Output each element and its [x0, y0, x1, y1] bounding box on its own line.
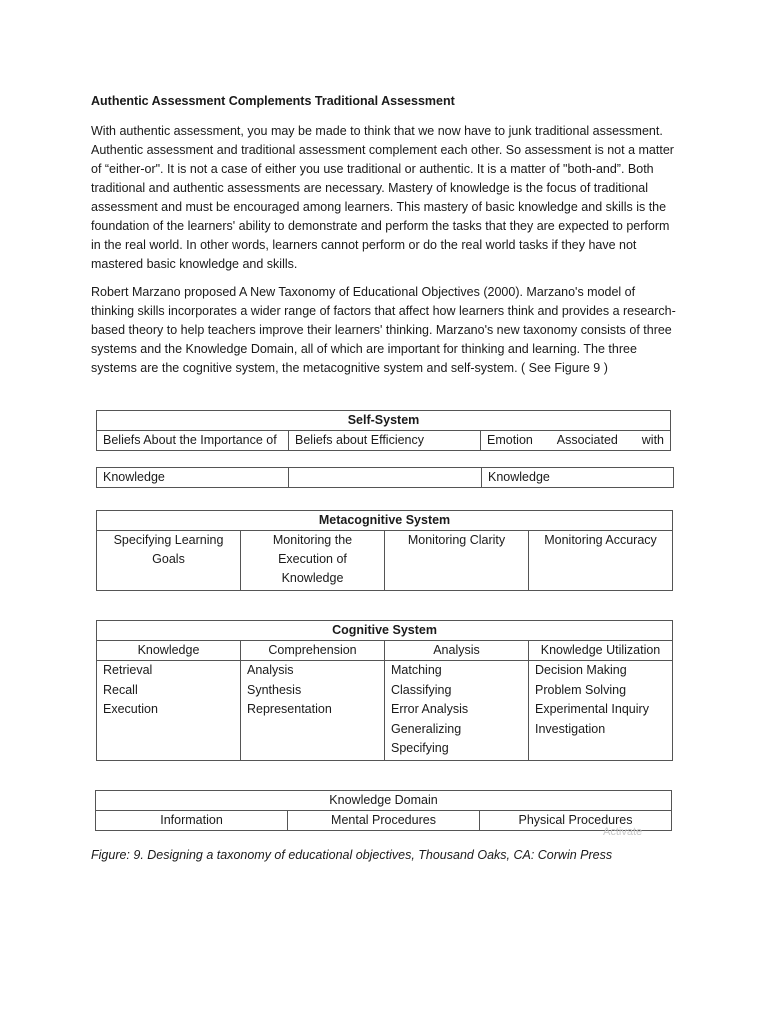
meta-cell-clarity: Monitoring Clarity	[385, 531, 529, 591]
meta-cell-execution: Monitoring the Execution of Knowledge	[241, 531, 385, 591]
knowledge-domain-title: Knowledge Domain	[96, 791, 672, 811]
metacognitive-table	[96, 510, 673, 591]
cog-col-comprehension	[241, 661, 385, 761]
knowledge-domain-table	[95, 790, 672, 831]
self-system-cell-importance: Beliefs About the Importance of	[97, 431, 289, 451]
list-item: Error Analysis	[391, 702, 469, 716]
kd-cell-mental: Mental Procedures	[288, 811, 480, 831]
self-system-cell-efficiency: Beliefs about Efficiency	[289, 431, 481, 451]
paragraph-2: Robert Marzano proposed A New Taxonomy of Educational Objectives (2000). Marzano's model of thinking skills incorporates a wider range of factors that affect how learners think and provides a research-based theory to help teachers improve their learners' thinking. Marzano's new taxonomy consists of three systems and the Knowledge Domain, all of which are important for thinking and learning. The three systems are the cognitive system, the metacognitive system and self-system. ( See Figure 9 )	[91, 285, 676, 375]
cog-col-utilization	[529, 661, 673, 761]
cognitive-table	[96, 620, 673, 761]
list-item: Classifying	[391, 682, 452, 697]
list-item: Experimental Inquiry	[535, 702, 649, 716]
list-item: Representation	[247, 702, 332, 716]
self-system-cell-emotion	[481, 431, 671, 451]
kd-cell-physical: Physical Procedures	[480, 811, 672, 831]
with-word: with	[641, 433, 664, 447]
list-item: Synthesis	[247, 682, 302, 697]
list-item: Specifying	[391, 741, 449, 755]
emotion-word: Emotion	[487, 433, 533, 447]
cog-header-comprehension: Comprehension	[241, 641, 385, 661]
cog-header-analysis: Analysis	[385, 641, 529, 661]
list-item: Problem Solving	[535, 682, 627, 697]
meta-cell-goals: Specifying Learning Goals	[97, 531, 241, 591]
kd-cell-information: Information	[96, 811, 288, 831]
list-item: Execution	[103, 702, 158, 716]
list-item: Retrieval	[103, 663, 153, 677]
metacognitive-title: Metacognitive System	[97, 511, 673, 531]
continuation-cell-2	[289, 468, 482, 488]
continuation-cell-3: Knowledge	[482, 468, 674, 488]
list-item: Generalizing	[391, 721, 462, 736]
document-body	[91, 92, 681, 387]
section-heading: Authentic Assessment Complements Traditional Assessment	[91, 94, 455, 108]
self-system-continuation-table	[96, 467, 674, 488]
cog-col-analysis	[385, 661, 529, 761]
list-item: Investigation	[535, 721, 606, 736]
list-item: Decision Making	[535, 663, 627, 677]
cog-header-utilization: Knowledge Utilization	[529, 641, 673, 661]
paragraph-1: With authentic assessment, you may be made to think that we now have to junk traditional assessment. Authentic assessment and traditional assessment complement each other. So assessment is not a matter of “either-or". It is not a case of either you use traditional or authentic. It is a matter of "both-and”. Both traditional and authentic assessments are necessary. Mastery of knowledge is the focus of traditional assessment and must be encouraged among learners. This mastery of basic knowledge and skills is the foundation of the learners' ability to demonstrate and perform the tasks that they are expected to perform in the real world. In other words, learners cannot perform or do the real world tasks if they have not mastered basic knowledge and skills.	[91, 124, 674, 271]
cog-header-knowledge: Knowledge	[97, 641, 241, 661]
meta-cell-accuracy: Monitoring Accuracy	[529, 531, 673, 591]
cognitive-title: Cognitive System	[97, 621, 673, 641]
list-item: Analysis	[247, 663, 294, 677]
watermark-text: Activate	[603, 826, 643, 838]
list-item: Matching	[391, 663, 442, 677]
self-system-table	[96, 410, 671, 451]
self-system-title: Self-System	[97, 411, 671, 431]
list-item: Recall	[103, 682, 138, 697]
figure-caption: Figure: 9. Designing a taxonomy of educational objectives, Thousand Oaks, CA: Corwin Press	[91, 848, 613, 862]
cog-col-knowledge	[97, 661, 241, 761]
continuation-cell-1: Knowledge	[97, 468, 289, 488]
associated-word: Associated	[556, 433, 618, 447]
